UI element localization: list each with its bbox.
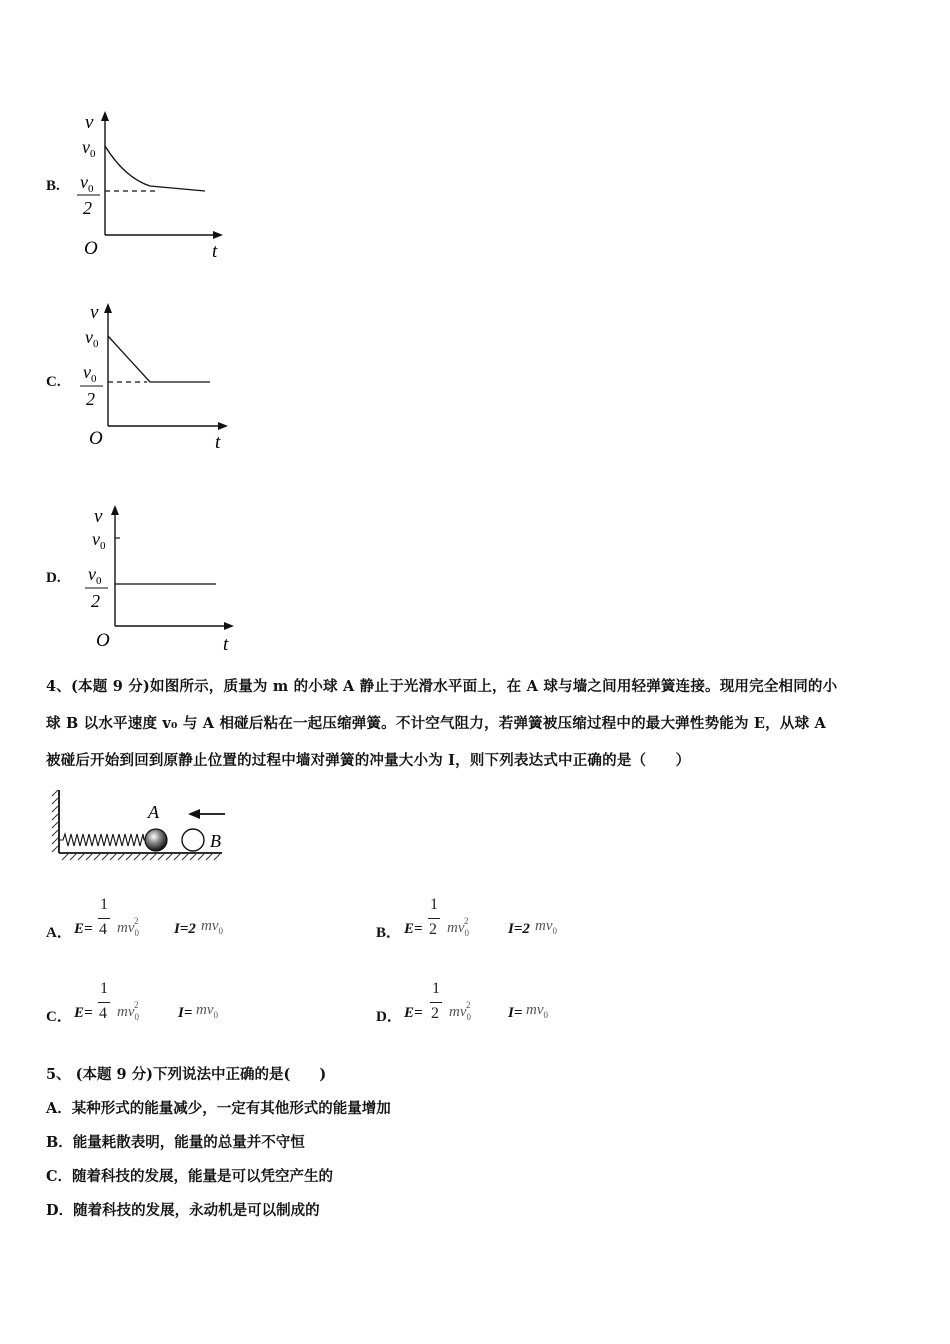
i-prefix: I=2 <box>174 921 196 937</box>
floor-hatching <box>62 854 220 860</box>
q4-option-b[interactable] <box>376 896 676 946</box>
q4-option-d[interactable] <box>376 980 676 1030</box>
question-5-title: 5、 (本题 9 分)下列说法中正确的是( ) <box>46 1066 327 1083</box>
e-mv: $mv_0^2$ <box>447 916 469 938</box>
wall-hatching <box>52 790 58 852</box>
e-mv: $mv_0^2$ <box>117 1000 139 1022</box>
t-axis-label: t <box>215 432 221 453</box>
origin-label: O <box>96 630 110 651</box>
i-mv: $mv_0$ <box>535 918 557 936</box>
fraction-denominator: 2 <box>431 1005 439 1022</box>
velocity-arrow-head <box>188 809 200 819</box>
fraction-denominator: 4 <box>99 921 107 938</box>
v-axis-label: v <box>90 302 99 323</box>
question-4-line-1: 4、(本题 9 分)如图所示，质量为 m 的小球 A 静止于光滑水平面上，在 A 球与墙之间用轻弹簧连接。现用完全相同的小 <box>46 678 838 695</box>
v-axis-label: v <box>94 506 103 527</box>
i-mv: $mv_0$ <box>201 918 223 936</box>
half-v0-num: $v_0$ <box>83 362 97 385</box>
q5-option-c[interactable]: C．随着科技的发展，能量是可以凭空产生的 <box>46 1168 334 1185</box>
fraction-denominator: 2 <box>429 921 437 938</box>
fraction-denominator: 4 <box>99 1005 107 1022</box>
i-mv: $mv_0$ <box>196 1002 218 1020</box>
half-v0-den: 2 <box>83 198 92 218</box>
t-axis-label: t <box>223 634 229 655</box>
origin-label: O <box>89 428 103 449</box>
v-axis-arrow <box>111 505 119 515</box>
t-axis-arrow <box>224 622 234 630</box>
q5-option-b[interactable]: B．能量耗散表明，能量的总量并不守恒 <box>46 1134 305 1151</box>
graph-d <box>78 500 248 660</box>
v0-label: $v_0$ <box>92 529 106 552</box>
origin-label: O <box>84 238 98 259</box>
half-v0-den: 2 <box>91 591 100 611</box>
q4-option-c[interactable] <box>46 980 346 1030</box>
t-axis-label: t <box>212 241 218 262</box>
fraction-numerator: 1 <box>430 896 438 913</box>
ball-a-label: A <box>148 802 159 822</box>
option-label: D． <box>376 1009 402 1025</box>
fraction-bar <box>98 1002 110 1003</box>
i-prefix: I= <box>508 1005 523 1021</box>
fraction-numerator: 1 <box>100 896 108 913</box>
i-prefix: I= <box>178 1005 193 1021</box>
fraction-bar <box>428 918 440 919</box>
spring <box>59 834 147 846</box>
half-v0-num: $v_0$ <box>88 564 102 587</box>
half-v0-den: 2 <box>86 389 95 409</box>
question-4-text <box>46 668 916 779</box>
q5-option-d[interactable]: D．随着科技的发展，永动机是可以制成的 <box>46 1202 320 1219</box>
v-axis-arrow <box>104 303 112 313</box>
ball-b <box>182 829 204 851</box>
e-prefix: E= <box>74 1005 93 1021</box>
graph-c <box>75 298 245 458</box>
v-axis-label: v <box>85 112 94 133</box>
option-c-label: C. <box>46 374 61 390</box>
fraction-bar <box>98 918 110 919</box>
t-axis-arrow <box>218 422 228 430</box>
fraction-numerator: 1 <box>100 980 108 997</box>
velocity-curve <box>105 146 205 191</box>
t-axis-arrow <box>213 231 223 239</box>
half-v0-num: $v_0$ <box>80 172 94 195</box>
ball-b-label: B <box>210 831 221 851</box>
e-prefix: E= <box>404 921 423 937</box>
fraction-numerator: 1 <box>432 980 440 997</box>
question-4-line-2: 球 B 以水平速度 v₀ 与 A 相碰后粘在一起压缩弹簧。不计空气阻力，若弹簧被压缩过程中的最大弹性势能为 E，从球 A <box>46 715 826 732</box>
option-label: C． <box>46 1009 72 1025</box>
ball-a <box>145 829 167 851</box>
option-b-label: B. <box>46 178 60 194</box>
question-4-line-3: 被碰后开始到回到原静止位置的过程中墙对弹簧的冲量大小为 I，则下列表达式中正确的是（ ） <box>46 752 691 769</box>
fraction-bar <box>430 1002 442 1003</box>
option-label: A． <box>46 925 72 941</box>
q5-option-a[interactable]: A．某种形式的能量减少，一定有其他形式的能量增加 <box>46 1100 391 1117</box>
e-mv: $mv_0^2$ <box>117 916 139 938</box>
e-prefix: E= <box>74 921 93 937</box>
e-prefix: E= <box>404 1005 423 1021</box>
v0-label: $v_0$ <box>82 137 96 160</box>
i-mv: $mv_0$ <box>526 1002 548 1020</box>
velocity-line <box>108 336 210 382</box>
option-label: B． <box>376 925 402 941</box>
spring-ball-figure <box>50 786 230 866</box>
graph-b <box>70 108 240 268</box>
v0-label: $v_0$ <box>85 327 99 350</box>
v-axis-arrow <box>101 111 109 121</box>
q4-option-a[interactable] <box>46 896 346 946</box>
option-d-label: D. <box>46 570 61 586</box>
e-mv: $mv_0^2$ <box>449 1000 471 1022</box>
i-prefix: I=2 <box>508 921 530 937</box>
